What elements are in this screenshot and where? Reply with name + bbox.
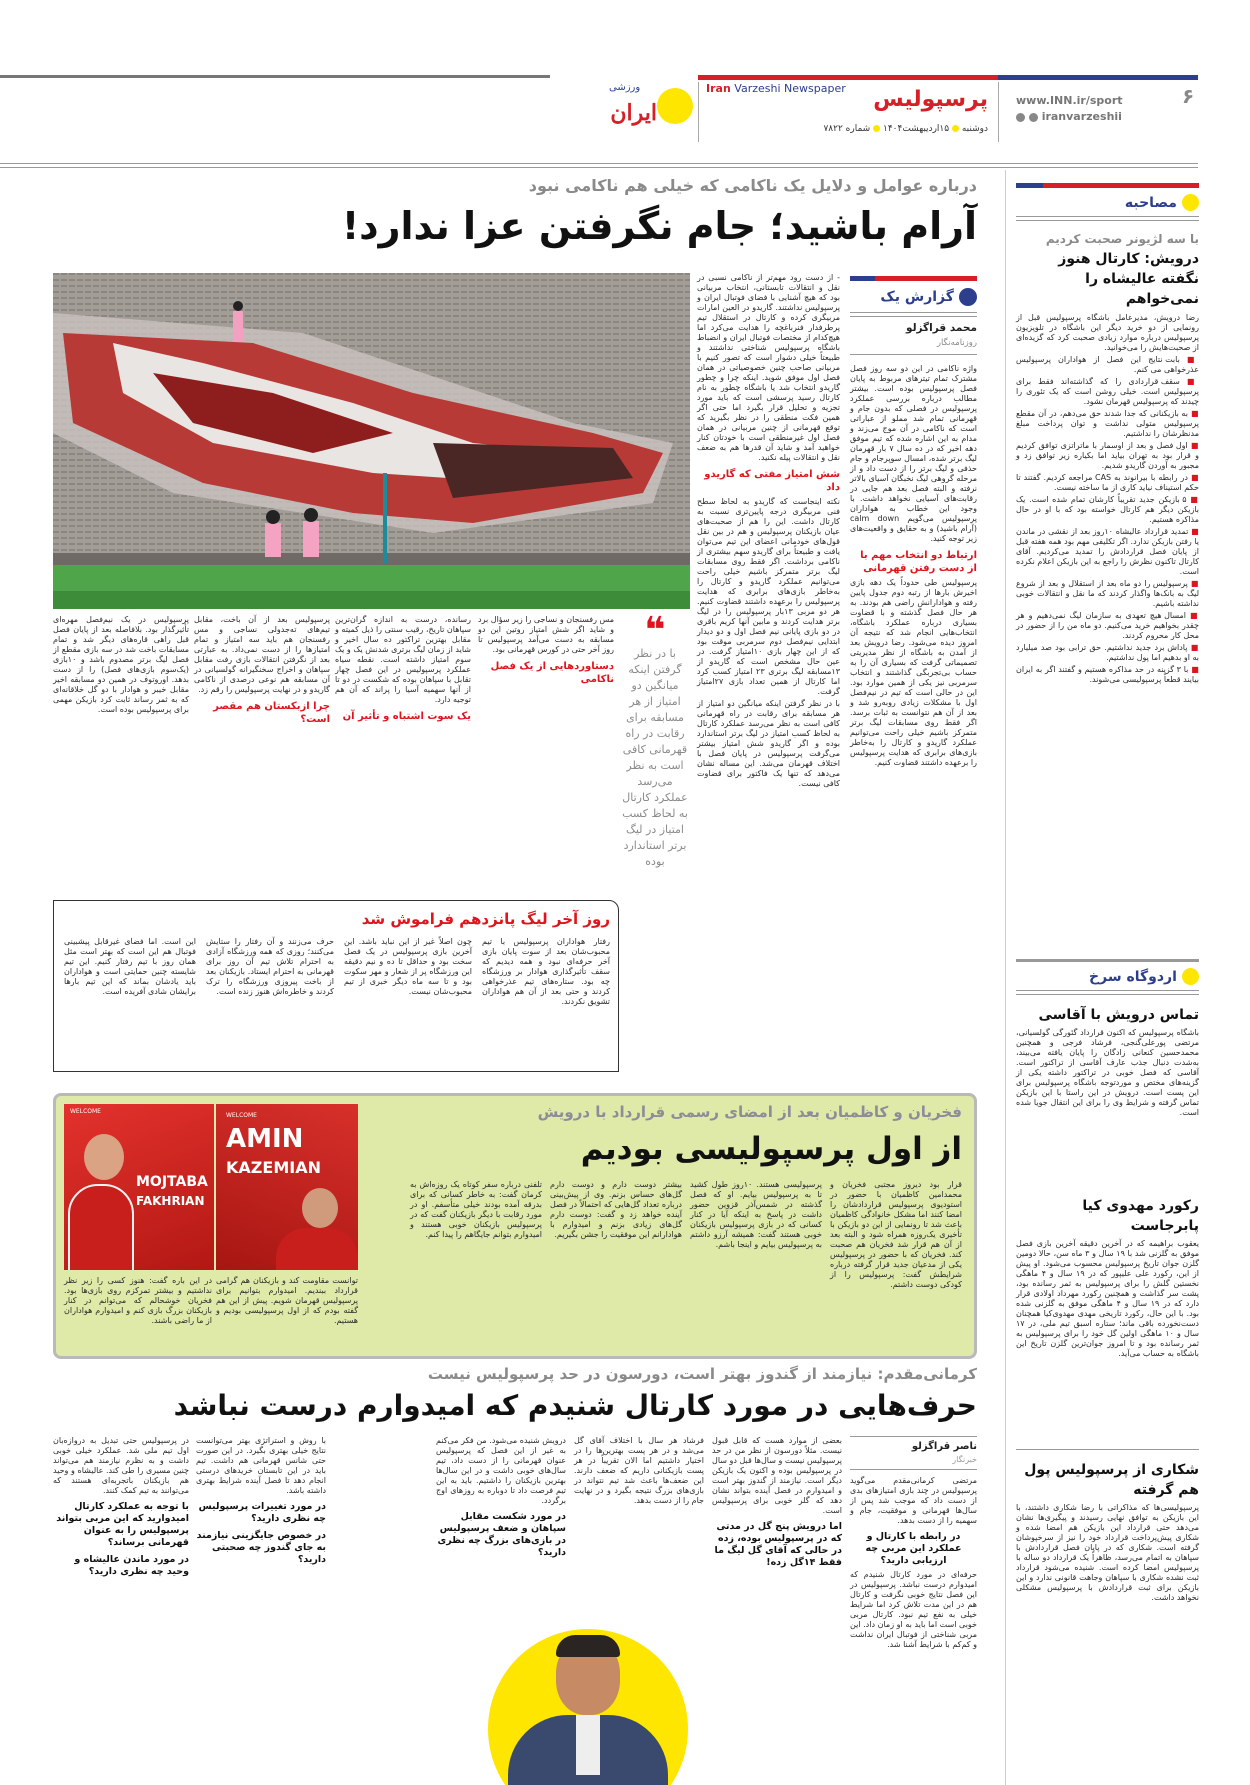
column-divider [1005, 170, 1006, 1785]
divider [850, 1469, 977, 1470]
divider [1016, 994, 1199, 995]
header-top-rule [0, 75, 550, 78]
sidebar-section-interview: مصاحبه [1016, 192, 1199, 213]
bottom-col-6: در پرسپولیس حتی تبدیل به دروازه‌بان اول تیم ملی شد. عملکرد خیلی خوبی داشت و به نظرم نیازمند هم می‌تواند چنین مسیری را طی کند. عالیشاه و وحید هم بازیکنان باتجربه‌ای هستند که می‌توانند به تیم کمک کنند. با توجه به عملکرد کارتال امیدوارید که این مربی بتواند پرسپولیس را به عنوان قهرمانی برساند؟ در مورد ماندن عالیشاه و وحید چه نظری دارید؟ [53, 1436, 189, 1577]
bottom-col-2: بعضی از موارد هست که قابل قبول نیست. مثلاً دورسون از نظر من در حد پرسپولیس نیست و سال‌ها قبل دو سال در پرسپولیس بوده و اکنون یک بازیکن دیگر است. نیازمند از گندوز بهتر است و امیدوارم در فصل آینده بتواند نشان دهد که گلر خوبی برای پرسپولیس است. اما درویش پنج گل در مدتی که در پرسپولیس بوده، زده در حالی که آقای گل لیگ ما فقط ۱۴گل زده! [712, 1436, 842, 1568]
bullet-icon: ■ [1187, 643, 1199, 652]
bullet-icon: ■ [1188, 665, 1199, 674]
divider [850, 316, 977, 317]
bullet-item: ■ سقف قراردادی را که گذاشته‌اند فقط برای پرسپولیس است. خیلی روشن است که یک تئوری را چیدند که پرسپولیس قهرمان نشود. [1016, 377, 1199, 406]
bullet-icon: ■ [1187, 409, 1199, 418]
quote-icon: ❝ [644, 610, 666, 651]
bullet-item: ■ امسال هیچ تعهدی به سازمان لیگ نمی‌دهیم و هر چقدر بخواهیم خرید می‌کنیم. دو ماه من را از حضور در محل کار محروم کردند. [1016, 611, 1199, 640]
bullet-icon: ■ [1186, 495, 1199, 504]
green-col: قرار بود دیروز مجتبی فخریان و محمدامین کاظمیان با حضور در استودیوی پرسپولیس قراردادشان را امضا کنند اما مشکل خانوادگی کاظمیان باعث شد تا رونمایی از این دو بازیکن با تأخیری یک‌روزه همراه شود و البته بعد از آن هم قرار شد فخریان هم صحبت کند. فخریان که با حضور در پرسپولیس یکی از مدعیان جدید قرار گرفته درباره شرایطش گفت: پرسپولیس را از کودکی دوست داشتم. [830, 1180, 962, 1289]
bullet-icon: ■ [1179, 377, 1199, 386]
bullet-item: ■ اول فصل و بعد از اوسمار با ماتراتزی توافق کردیم و قرار بود به تهران بیاید اما بکیاره زیر توافق زد و مجبور به آوردن گاریدو شدیم. [1016, 441, 1199, 470]
player-photo-fakhrian: WELCOME MOJTABA FAKHRIAN [64, 1104, 214, 1270]
box-col: رفتار هواداران پرسپولیس با تیم محبوب‌شان بعد از سوت پایان بازی آخر حرفه‌ای نبود و همه دیدیم که سقف تأثیرگذاری هوادار بر ورزشگاه چه بود. ستاره‌های تیم عذرخواهی کردند و حتی بعد از آن هم هواداران تشویق نکردند. [482, 937, 610, 1006]
subheading: دستاوردهایی از یک فصل ناکامی [490, 661, 614, 685]
sidebar-camp-body: باشگاه پرسپولیس که اکنون قرارداد گئورگی گولسیانی، مرتضی پورعلی‌گنجی، فرشاد فرجی و همچنین محمدحسین کنعانی زادگان را پایان یافته می‌بیند، به‌شدت دنبال جذب عارف آقاسی از تراکتور است. آقاسی که فصل خوبی در تراکتور داشته یکی از گزینه‌های مختص و موردتوجه باشگاه پرسپولیس برای این پست است. درویش در این راستا با این بازیکن تماس گرفته و شرایط وی را برای این انتقال جویا شده است. [1016, 1028, 1199, 1117]
bottom-col-4: درویش شنیده می‌شود. من فکر می‌کنم به غیر از این فصل که پرسپولیس عنوان قهرمانی را از دست داد، تیم سال‌های خوبی داشت و در این سال‌ها بهترین بازیکنان را داشتیم. باید به این تیم فرصت داد تا دوباره به روزهای اوج برگردد. در مورد شکست مقابل سپاهان و ضعف پرسپولیس در بازی‌های بزرگ چه نظری دارید؟ [436, 1436, 566, 1558]
bottom-author-role: خبرنگار [952, 1455, 977, 1464]
date-line: دوشنبه ۱۵اردیبهشت۱۴۰۴ شماره ۷۸۲۲ [823, 124, 988, 134]
instagram-icon [1029, 113, 1038, 122]
subheading: یک سوت اشتباه و تأثیر آن [342, 711, 471, 722]
logo-text: ایران [610, 100, 657, 126]
divider [850, 312, 977, 313]
paper-name-en: Iran Varzeshi Newspaper [706, 82, 846, 95]
box-col: حرف می‌زنند و آن رفتار را ستایش می‌کنند؛ روزی که همه ورزشگاه آزادی به احترام تلاش تیم آن روز برای قهرمانی به احترام ایستاد. بازیکنان بعد از باخت پیروزی ورزشگاه را ترک کردند و خاطره‌اش هنوز زنده است. [206, 937, 334, 996]
divider [1016, 990, 1199, 991]
page-number: ۶ [1182, 84, 1195, 108]
sidebar-rule [1016, 959, 1199, 962]
bullet-icon: ■ [1179, 355, 1199, 364]
bottom-kicker: کرمانی‌مقدم: نیازمند از گندوز بهتر است، دورسون در حد پرسپولیس نیست [427, 1365, 977, 1383]
website: www.INN.ir/sport [1016, 94, 1123, 107]
logo-sun-icon [657, 88, 693, 124]
circle-icon [1182, 968, 1199, 985]
main-headline: آرام باشید؛ جام نگرفتن عزا ندارد! [341, 204, 977, 248]
header-separator-2 [698, 82, 699, 142]
section-title: پرسپولیس [873, 87, 988, 112]
bullet-item: ■ پاداش برد جدید نداشتیم. حق ترابی بود صد میلیارد به او بدهیم اما پول نداشتیم. [1016, 643, 1199, 662]
col-d: رسانده، درست به اندازه گران‌ترین سپاهان تاریخ، رقیب سنتی را ذیل کمیته و مقابل بهترین تراکتور ده سال اخیر و شاید از زمان لیگ برتری شدنش یک و یک سوم امتیاز داشته است. نقطه سیاه عملکرد پرسپولیس در این فصل چهار تقابل با سپاهان بوده که شکست در دو تا از آنها سهمیه آسیا را پراند که آن هم توجیه دارد. یک سوت اشتباه و تأثیر آن [335, 615, 471, 722]
stadium-flag-photo [53, 273, 690, 609]
green-headline: از اول پرسپولیسی بودیم [580, 1131, 962, 1167]
player-photo-kazemian: WELCOME AMIN KAZEMIAN [216, 1104, 358, 1270]
divider [1016, 216, 1199, 217]
bullet-icon: ■ [1188, 527, 1199, 536]
bullet-item: ■ تمدید قرارداد عالیشاه ۱۰روز بعد از نقشی در ماندن یا رفتن بازیکن ندارد. اگر تکلیفی مهم بود همه هفته قبل از پایان فصل قراردادش را تمدید می‌کردیم. آقای کارتال تاکنون نظرش را راجع به این بازیکن اعلام نکرده است. [1016, 527, 1199, 576]
green-feature-box [53, 1093, 977, 1359]
bullet-icon: ■ [1187, 441, 1199, 450]
sidebar-rule [1016, 183, 1199, 188]
bullet-item: ■ به بازیکنانی که جدا شدند حق می‌دهم، در آن مقطع پرسپولیس متولی نداشت و توان پرداخت مبلغ مدنظرشان را نداشتیم. [1016, 409, 1199, 438]
sidebar-headline: رکورد مهدوی کیا پابرجاست [1082, 1198, 1199, 1234]
sidebar-interview-body: رضا درویش، مدیرعامل باشگاه پرسپولیس قبل از رونمایی از دو خرید دیگر این باشگاه در تلویزیون پرسپولیس درباره موارد زیادی صحبت کرد که گزیده‌ای از صحبت‌هایش را می‌خوانید. ■ بابت نتایج این فصل از هواداران پرسپولیس عذرخواهی می کنم. ■ سقف قراردادی را که گذاشته‌اند فقط برای پرسپولیس است. خیلی روشن است که یک تئوری را چیدند که پرسپولیس قهرمان نشود. ■ به بازیکنانی که جدا شدند حق می‌دهم، در آن مقطع پرسپولیس متولی نداشت و توان پرداخت مبلغ مدنظرشان را نداشتیم. ■ اول فصل و بعد از اوسمار با ماتراتزی توافق کردیم و قرار بود به تهران بیاید اما بکیاره زیر توافق زد و مجبور به آوردن گاریدو شدیم. ■ در رابطه با بیرانوند به CAS مراجعه کردیم. گفتند تا حکم استیناف نیاید کاری از ما ساخته نیست. ■ ۵ بازیکن جدید تقریباً کارشان تمام شده است. یک بازیکن دیگر هم کارتال خواسته بود که با او در حال مذاکره هستیم. ■ تمدید قرارداد عالیشاه ۱۰روز بعد از نقشی در ماندن یا رفتن بازیکن ندارد. اگر تکلیفی مهم بود همه هفته قبل از پایان فصل قراردادش را تمدید می‌کردیم. آقای کارتال تاکنون نظرش را راجع به این بازیکن اعلام نکرده است. ■ پرسپولیس را دو ماه بعد از استقلال و بعد از شروع لیگ به بانک‌ها واگذار کردند که ما نقل و انتقالات خوبی نداشته باشیم. ■ امسال هیچ تعهدی به سازمان لیگ نمی‌دهیم و هر چقدر بخواهیم خرید می‌کنیم. دو ماه من را از حضور در محل کار محروم کردند. ■ پاداش برد جدید نداشتیم. حق ترابی بود صد میلیارد به او بدهیم اما پول نداشتیم. ■ با ۳ گزینه در حد مذاکره هستیم و گفتند اگر به ایران بیایند قطعاً پرسپولیسی می‌شوند. [1016, 313, 1200, 684]
bottom-col-1: مرتضی کرمانی‌مقدم می‌گوید پرسپولیس در چند بازی امتیازهای بدی از دست داد که موجب شد پس از سال‌ها قهرمانی و موفقیت، جام و سهمیه را از دست بدهد. در رابطه با کارتال و عملکرد این مربی چه ارزیابی دارید؟ حرفه‌ای در مورد کارتال شنیدم که امیدوارم درست نباشد. پرسپولیس در این فصل نتایج خوبی نگرفت و کارتال هم در این مدت تلاش کرد اما شرایط خیلی به نفع تیم نبود. کارتال مربی خوبی است اما باید به او زمان داد. این مربی شناختی از فوتبال ایران نداشت و کم‌کم با شرایط آشنا شد. [850, 1476, 977, 1649]
col-c: مس رفسنجان و نساجی را زیر سؤال برد و شاید اگر شش امتیاز روتین این دو مسابقه به دست می‌آمد پرسپولیس تا روز آخر حتی در کورس قهرمانی بود. دستاوردهایی از یک فصل ناکامی [478, 615, 614, 685]
sidebar-kicker: با سه لژیونر صحبت کردیم [1045, 232, 1199, 246]
box-col: چون اصلاً غیر از این نباید باشد. این آخرین بازی پرسپولیس در یک فصل سخت بود و حداقل تا ده و نیم دقیقه این ورزشگاه پر از شعار و مهر سکوت بود و تا سه ماه دیگر خبری از تیم محبوب‌شان نیست. [344, 937, 472, 996]
divider [1016, 220, 1199, 221]
box-col: این است. اما فضای غیرقابل پیشبینی فوتبال هم این است که بهتر است مثل همان روز با تیم رفتار کنیم. این تیم شایسته چنین حمایتی است و هواداران باید یادشان بماند که این تیم بارها برایشان شادی آفریده است. [64, 937, 196, 996]
sidebar-record-body: یعقوب براهیمه که در آخرین دقیقه آخرین بازی فصل موفق به گلزنی شد با ۱۹ سال و ۳ ماه سن، حالا دومین گلزن جوان تاریخ پرسپولیس محسوب می‌شود. او پیش از این، رکورد علی علیپور که در ۱۹ سال و ۴ ماهگی نخستین گلش را برای پرسپولیس به ثمر رسانده بود، پشت سر گذاشت و همچنین رکورد مهرداد اولادی قرار دارد که در ۱۹ سال و ۴ ماهگی موفق به گلزنی شده بود. با این حال، رکورد تاریخی مهدی مهدوی‌کیا همچنان دست‌نخورده باقی ماند؛ ستاره اسبق تیم ملی، در ۱۷ سال و ۱۰ ماهگی اولین گل خود را برای پرسپولیس به ثمر رسانده بود و تا امروز جوان‌ترین گلزن تاریخ این باشگاه به حساب می‌آید. [1016, 1239, 1200, 1358]
green-kicker: فخریان و کاظمیان بعد از امضای رسمی قرارداد با درویش [537, 1103, 962, 1121]
telegram-icon [1016, 113, 1025, 122]
sidebar-section-camp: اردوگاه سرخ [1016, 966, 1199, 987]
main-kicker: درباره عوامل و دلایل یک ناکامی که خیلی هم ناکامی نبود [528, 176, 977, 195]
green-col: پرسپولیسی هستند. ۱۰روز طول کشید تا به پرسپولیس بیایم. او که فصل گذشته در شمس‌آذر قزوین حضور داشت در پاسخ به اینکه آیا در کنار کسانی که در بازی پرسپولیس بازیکنان خوبی هستند گفت: همیشه آرزو داشتم به پرسپولیس بیایم و اینجا باشم. [690, 1180, 823, 1249]
header [0, 0, 1250, 170]
green-col: بیشتر دوست دارم و دوست دارم گل‌های حساس بزنم. وی از پیش‌بینی درباره تعداد گل‌هایی که احتمالاً در فصل آینده خواهد زد و گفت: دوست دارم گل‌های زیادی بزنم و امیدوارم با هوادارانم این موفقیت را جشن بگیریم. [550, 1180, 682, 1239]
dot-icon [873, 125, 880, 132]
bullet-icon: ■ [1187, 473, 1200, 482]
sidebar-headline: درویش: کارتال هنوز نگفته عالیشاه را نمی‌خواهم [1058, 251, 1199, 307]
col-f: پرسپولیس در یک نیم‌فصل مهره‌ای تأثیرگذار بود. بلافاصله بعد از پایان فصل قبل راهی قاره‌های دیگر شد و تمام مسابقات باخت شد در سه بازی مقطع از فصل لیگ برتر مصدوم باشد و ۱۰بازی (یک‌سوم بازی‌های فصل) را از دست بدهد. اوروتوف در همین دو مسابقه اخیر مقابل خیبر و هوادار با دو گل خلاقانه‌ای که به ثمر رساند ثابت کرد بازیکن مهمی برای پرسپولیس بوده است. [53, 615, 189, 714]
subheading: ارتباط دو انتخاب مهم با از دست رفتن قهرمانی [860, 550, 977, 574]
bullet-item: ■ پرسپولیس را دو ماه بعد از استقلال و بعد از شروع لیگ به بانک‌ها واگذار کردند که ما نقل و انتقالات خوبی نداشته باشیم. [1016, 579, 1199, 608]
subheading: چرا ازبکستان هم مقصر است؟ [213, 701, 330, 725]
sidebar-headline: شکاری از پرسپولیس پول هم گرفته [1024, 1462, 1199, 1498]
pull-quote: ❝ با در نظر گرفتن اینکه میانگین دو امتیاز از هر مسابقه برای رقابت در راه قهرمانی کافی است به نظر می‌رسد عملکرد کارتال به لحاظ کسب امتیاز در لیگ برتر استاندارد بوده [620, 616, 690, 870]
coach-photo [470, 1625, 706, 1785]
bullet-icon: ■ [1186, 611, 1199, 620]
green-col: تلفنی درباره سفر کوتاه یک روزه‌اش به کرمان گفت: به خاطر کسانی که برای بدرقه آمده بودند خیلی متأسفم. او در مورد رقابت با دیگر بازیکنان گفت که در پرسپولیس بازیکنان خوبی هستند و امیدوارم بتوانم جایگاهم را پیدا کنم. [410, 1180, 542, 1239]
bullet-item: ■ ۵ بازیکن جدید تقریباً کارشان تمام شده است. یک بازیکن دیگر هم کارتال خواسته بود که با او در حال مذاکره هستیم. [1016, 495, 1199, 524]
header-bottom-rule [0, 167, 1198, 168]
stadium-photo-svg [53, 273, 690, 609]
report-rule [850, 276, 977, 281]
question-sepahan: در مورد شکست مقابل سپاهان و ضعف پرسپولیس در بازی‌های بزرگ چه نظری دارید؟ [437, 1511, 566, 1558]
bullet-item: ■ در رابطه با بیرانوند به CAS مراجعه کردیم. گفتند تا حکم استیناف نیاید کاری از ما ساخته نیست. [1016, 473, 1200, 492]
bottom-author: ناصر قراگزلو [911, 1441, 977, 1452]
logo-subtext: ورزشی [609, 82, 641, 93]
col-e: پرسپولیس بعد از آن باخت، مقابل تیم‌های ته‌جدولی نساجی و مس رفسنجان هم باید سه امتیاز و تمام امتیازها را از دست نمی‌داد. به عبارتی بعد از نگرفتن انتقالات بازی رفت مقابل سپاهان و اخراج سخنگیرانه گولسیانی در آن مسابقه هم نوعی درصدی از ناکامی گاریدو و در نهایت پرسپولیس را رقم زد. چرا ازبکستان هم مقصر است؟ [194, 615, 330, 725]
logo [595, 82, 695, 158]
sidebar-box [53, 900, 619, 1072]
right-sidebar [1016, 183, 1199, 1605]
header-bottom-rule [0, 163, 1198, 164]
header-separator [998, 82, 999, 142]
header-blue-rule [998, 75, 1198, 80]
circle-icon [959, 288, 977, 306]
divider [850, 354, 977, 355]
bullet-item: ■ بابت نتایج این فصل از هواداران پرسپولیس عذرخواهی می کنم. [1016, 355, 1199, 374]
green-col: توانست مقاومت کند و بازیکنان هم گرامی قرارداد ببندیم. امیدوارم بتوانیم برای پرسپولیس قهرمان شویم. پیش از این هم گفته بودم که از اول پرسپولیسی بودیم و هستیم. [216, 1276, 358, 1325]
player-silhouette [302, 1188, 338, 1228]
subheading: شش امتیاز مفتی که گاریدو داد [704, 469, 840, 493]
divider [1016, 1449, 1199, 1450]
sidebar-headline: تماس درویش با آقاسی [1038, 1007, 1199, 1023]
divider [850, 1436, 977, 1437]
header-red-rule [698, 75, 998, 80]
bullet-item: ■ با ۳ گزینه در حد مذاکره هستیم و گفتند اگر به ایران بیایند قطعاً پرسپولیسی می‌شوند. [1016, 665, 1199, 684]
col-b: - از دست رود مهم‌تر از ناکامی نسبی در نقل و انتقالات تابستانی، انتخاب مربیانی بود که هیچ آشنایی با فضای فوتبال ایران و پرسپولیس نداشتند. گاریدو در العین امارات مربیگری کرده و کارتال در استقلال تیم پرطرفدار فنرباغچه را هدایت می‌کرد اما هیچ‌کدام از مختصات فوتبال ایران و انضباط باشگاه پرسپولیس شناختی نداشتند و طبیعتاً خیلی دشوار است که تصور کنیم با مربیانی صاحب چنین خصوصیاتی در همان فصل اول موفق شوید. اینکه چرا و چطور گاریدو انتخاب شد یا باشگاه چطور به نام کارتال رسید پرسشی است که باید مورد تجزیه و تحلیل قرار بگیرد اما حتی اگر همین فکت منطقی را در نظر بگیرید که توقع قهرمانی از چنین مربیانی در همان فصل اول غیرمنطقی است با خودتان کنار خواهید آمد و شاید آن قدرها هم به ضعف نقل و انتقالات پیله نکنید. شش امتیاز مفتی که گاریدو داد نکته اینجاست که گاریدو به لحاظ سطح فنی مربیگری درجه پایین‌تری نسبت به کارتال داشت. این را هم از صحبت‌های عیان بازیکنان پرسپولیس و هم در بین نقل قول‌های خودمانی اعضای این تیم می‌توان یافت و طبیعتاً برای گاریدو سهم بیشتری از ناکامی برداشت. اگر فقط روی مسابقات لیگ برتر متمرکز باشیم خیلی راحت می‌توانیم عملکرد گاریدو و کارتال را به‌خاطر بازی‌های برابری که هدایت پرسپولیس را برعهده داشتند قضاوت کنیم. هر دو مربی ۱۳بار پرسپولیس را در لیگ برتر هدایت کردند و مابین آنها کریم باقری در دو بازی پایانی نیم فصل اول و دو دیدار ابتدایی نیم‌فصل دوم سرمربی موقت بود که از این چهار بازی ۱۰امتیاز گرفت. در عین حال مشخص است که گاریدو از ۱۳مسابقه لیگ برتری ۲۳ امتیاز کسب کرد اما کارتال از همین تعداد بازی ۲۷امتیاز گرفت. با در نظر گرفتن اینکه میانگین دو امتیاز از هر مسابقه برای رقابت در راه قهرمانی کافی است به نظر می‌رسد عملکرد کارتال به لحاظ کسب امتیاز در لیگ برتر استاندارد بوده و اگر گاریدو شش امتیاز بیشتر می‌گرفت پرسپولیس در پایان فصل با اختلاف قهرمان می‌شد. این مساله نشان می‌دهد که تنها یک فاکتور برای قضاوت کافی نیست. [697, 273, 840, 788]
sidebar-shekari-body: پرسپولیسی‌ها که مذاکراتی با رضا شکاری داشتند، با این بازیکن به توافق نهایی رسیدند و پیگیری‌ها نشان می‌دهد حتی قرارداد این بازیکن هم امضا شده و شکاری پیش‌پرداخت قرارداد خود را نیز از سرخپوشان گرفته است. شکاری که در پایان فصل قراردادش با سپاهان به اتمام می‌رسد، ظاهراً یک قرارداد دو ساله با پرسپولیس امضا کرده است. شنیده می‌شود قرارداد ثبت نشده شکاری با سپاهان وجاهت قانونی ندارد و این بازیکن برای ثبت قراردادش با پرسپولیس مشکلی نخواهد داشت. [1016, 1503, 1199, 1602]
bullet-icon: ■ [1187, 579, 1199, 588]
dot-icon [952, 125, 959, 132]
green-col: در این باره گفت: هنوز کسی را زیر نظر نداشتیم و بیشتر تمرکزم روی بازی‌ها بود. فخریان خوشحالم که می‌توانم در کنار بازیکنان بزرگ بازی کنم و امیدوارم هواداران از ما راضی باشند. [64, 1276, 212, 1325]
bottom-col-3: فرشاد هر سال با اختلاف آقای گل می‌شد و در هر پست بهترین‌ها را در اختیار داشتیم اما الان تقریباً در هر پست بازیکنانی داریم که ضعف دارند. این ضعف‌ها باعث شد تیم نتواند در بازی‌های بزرگ نتیجه بگیرد و در نهایت جام را از دست بدهد. [574, 1436, 704, 1505]
social-handle: iranvarzeshii [1016, 110, 1122, 123]
box-title: روز آخر لیگ پانزدهم فراموش شد [361, 910, 610, 928]
bottom-headline: حرف‌هایی در مورد کارتال شنیدم که امیدوارم درست نباشد [173, 1389, 977, 1422]
circle-icon [1182, 194, 1199, 211]
author-name: محمد قراگزلو [906, 322, 977, 334]
player-silhouette [84, 1134, 124, 1180]
intro-paragraph: واژه ناکامی در این دو سه روز فصل مشترک تمام تیترهای مربوط به پایان فصل پرسپولیس بوده است. بیشتر مطالب درباره بررسی عملکرد پرسپولیس در فصلی که بدون جام و قهرمانی تمام شد مملو از عباراتی است که ناکامی در آن موج می‌زند و مدام به این اشاره شده که تیم موفق دهه اخیر که در ده سال ۷ بار قهرمان لیگ برتر شده، امسال سوپرجام و جام حذفی و لیگ برتر را از دست داد و از مرحله گروهی لیگ نخبگان آسیای بالاتر نرفته و البته فصل بعد هم جایی در رقابت‌های آسیایی نخواهد داشت. با وجود این خطاب به هواداران پرسپولیس می‌گویم calm down (آرام باشید) و به حقایق و واقعیت‌های زیر توجه کنید. [850, 364, 977, 543]
bottom-col-5: با روش و استراتژی بهتر می‌توانست نتایج خیلی بهتری بگیرد. در این صورت حتی شانس قهرمانی هم داشت. تیم باید در این تابستان خریدهای درستی انجام دهد تا فصل آینده شرایط بهتری داشته باشد. در مورد تغییرات پرسپولیس چه نظری دارید؟ در خصوص جایگزینی نیازمند به جای گندوز چه صحبتی دارید؟ [196, 1436, 326, 1565]
col-a: واژه ناکامی در این دو سه روز فصل مشترک تمام تیترهای مربوط به پایان فصل پرسپولیس بوده است. بیشتر مطالب درباره بررسی عملکرد پرسپولیس در فصلی که بدون جام و قهرمانی تمام شد مملو از عباراتی است که ناکامی در آن موج می‌زند و مدام به این اشاره شده که تیم موفق دهه اخیر که در ده سال ۷ بار قهرمان لیگ برتر شده، امسال سوپرجام و جام حذفی و لیگ برتر را از دست داد و از مرحله گروهی لیگ نخبگان آسیای بالاتر نرفته و البته فصل بعد هم جایی در رقابت‌های آسیایی نخواهد داشت. با وجود این خطاب به هواداران پرسپولیس می‌گویم calm down (آرام باشید) و به حقایق و واقعیت‌های زیر توجه کنید. ارتباط دو انتخاب مهم با از دست رفتن قهرمانی پرسپولیس طی حدوداً یک دهه بازی اخیرش بارها از رتبه دوم جدول پایین رفته و هوادارانش راضی هم بودند. به هر حال فصل گذشته و با قضاوت بسیاری درباره عملکرد باشگاه، انتخاب‌هایی انجام شد که نتیجه آن امروز دیده می‌شود. رضا درویش بعد از آمدن به باشگاه از نظر مدیریتی تصمیماتی گرفت که بسیاری آن را به حساب بی‌تجربگی گذاشتند و انتخاب سرمربی نیز یکی از همین موارد بود. این در حالی است که تیم در نیم‌فصل اول با مشکلات زیادی روبه‌رو شد و بعد از آن هم نتوانست به ثبات برسد. اگر فقط روی مسابقات لیگ برتر متمرکز باشیم خیلی راحت می‌توانیم عملکرد گاریدو و کارتال را به‌خاطر بازی‌های برابری که هدایت پرسپولیس را برعهده داشتند قضاوت کنیم. [850, 364, 977, 767]
author-role: روزنامه‌نگار [936, 338, 977, 348]
person-hair [556, 1635, 620, 1657]
report-section-label: گزارش یک [850, 286, 977, 306]
